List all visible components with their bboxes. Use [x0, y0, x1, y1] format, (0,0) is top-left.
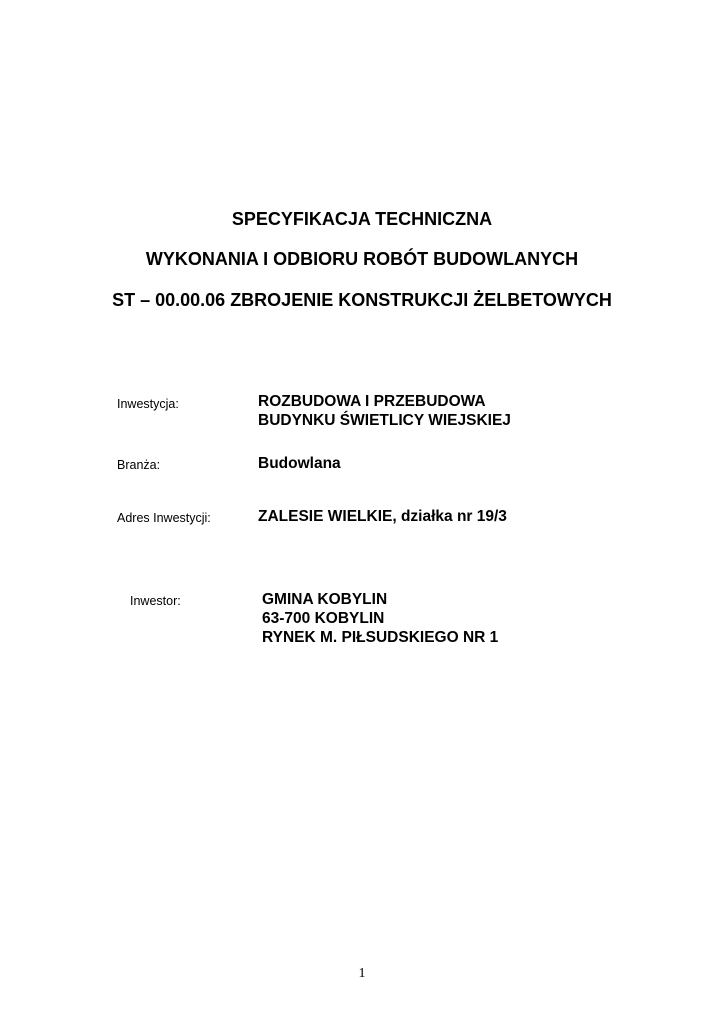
investment-value-line-2: BUDYNKU ŚWIETLICY WIEJSKIEJ [258, 412, 511, 429]
investment-address-label: Adres Inwestycji: [117, 511, 211, 525]
investment-address-value: ZALESIE WIELKIE, działka nr 19/3 [258, 508, 507, 525]
document-title-line-1: SPECYFIKACJA TECHNICZNA [231, 209, 493, 229]
investor-postal-city: 63-700 KOBYLIN [262, 610, 385, 627]
document-title-line-2: WYKONANIA I ODBIORU ROBÓT BUDOWLANYCH [145, 249, 579, 269]
discipline-label: Branża: [117, 458, 161, 472]
investment-value [258, 392, 511, 430]
document-title-line-3: ST – 00.00.06 ZBROJENIE KONSTRUKCJI ŻELBETOWYCH [112, 290, 612, 310]
investment-value-line-1: ROZBUDOWA I PRZEBUDOWA [258, 393, 486, 410]
investor-value [262, 590, 498, 647]
investment-label: Inwestycja: [117, 397, 179, 411]
page-number: 1 [358, 966, 366, 981]
investor-street: RYNEK M. PIŁSUDSKIEGO NR 1 [262, 629, 499, 646]
investor-label: Inwestor: [130, 594, 181, 608]
investor-name: GMINA KOBYLIN [262, 591, 388, 608]
discipline-value: Budowlana [258, 455, 341, 472]
